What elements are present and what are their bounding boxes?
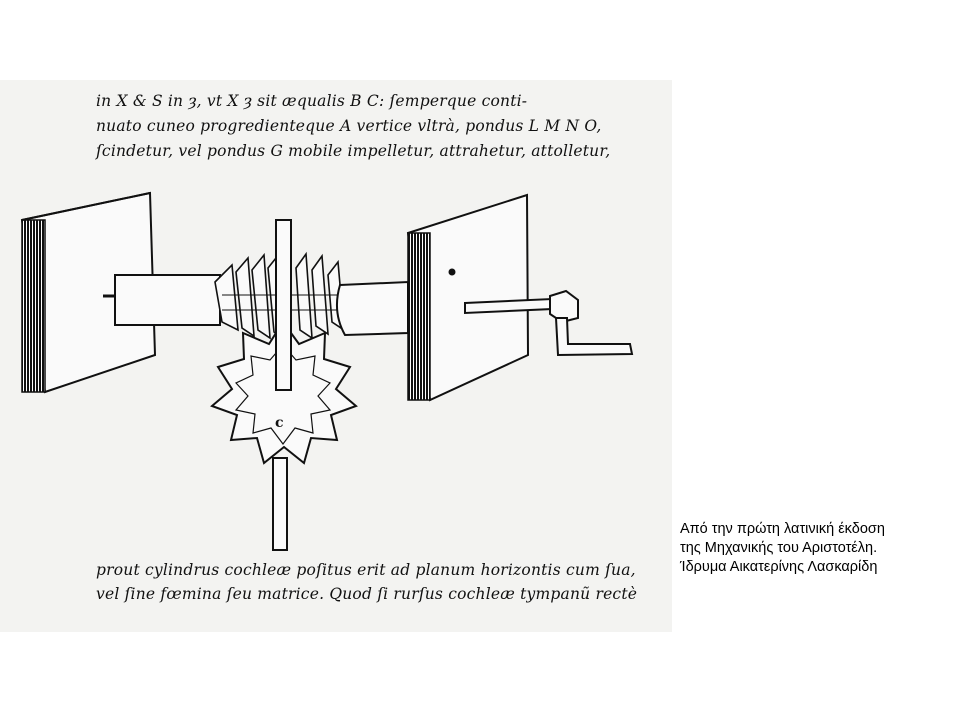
caption-line-1: Από την πρώτη λατινική έκδοση [680,521,885,537]
right-axle [337,282,408,335]
screw-gear-illustration [0,180,672,560]
image-caption [680,520,955,577]
left-axle [103,275,220,325]
latin-text-line-3: ſcindetur, vel pondus G mobile impelletur, attrahetur, attolletur, [96,142,611,160]
latin-text-line-5: vel ſine fœmina ſeu matrice. Quod ſi rurſus cochleæ tympanũ rectè [96,585,638,603]
wheel-label-c: c [275,415,284,431]
latin-text-line-2: nuato cuneo progredienteque A vertice vltrà, pondus L M N O, [96,117,602,135]
latin-text-line-1: in X & S in ȝ, vt X ȝ sit æqualis B C: ſemperque conti- [96,92,528,110]
vertical-shaft [273,220,291,550]
caption-line-3: Ίδρυμα Αικατερίνης Λασκαρίδη [680,559,878,575]
right-wall-block [408,195,528,400]
caption-line-2: της Μηχανικής του Αριστοτέλη. [680,540,878,556]
latin-text-line-4: prout cylindrus cochleæ poſitus erit ad planum horizontis cum ſua, [96,561,636,579]
